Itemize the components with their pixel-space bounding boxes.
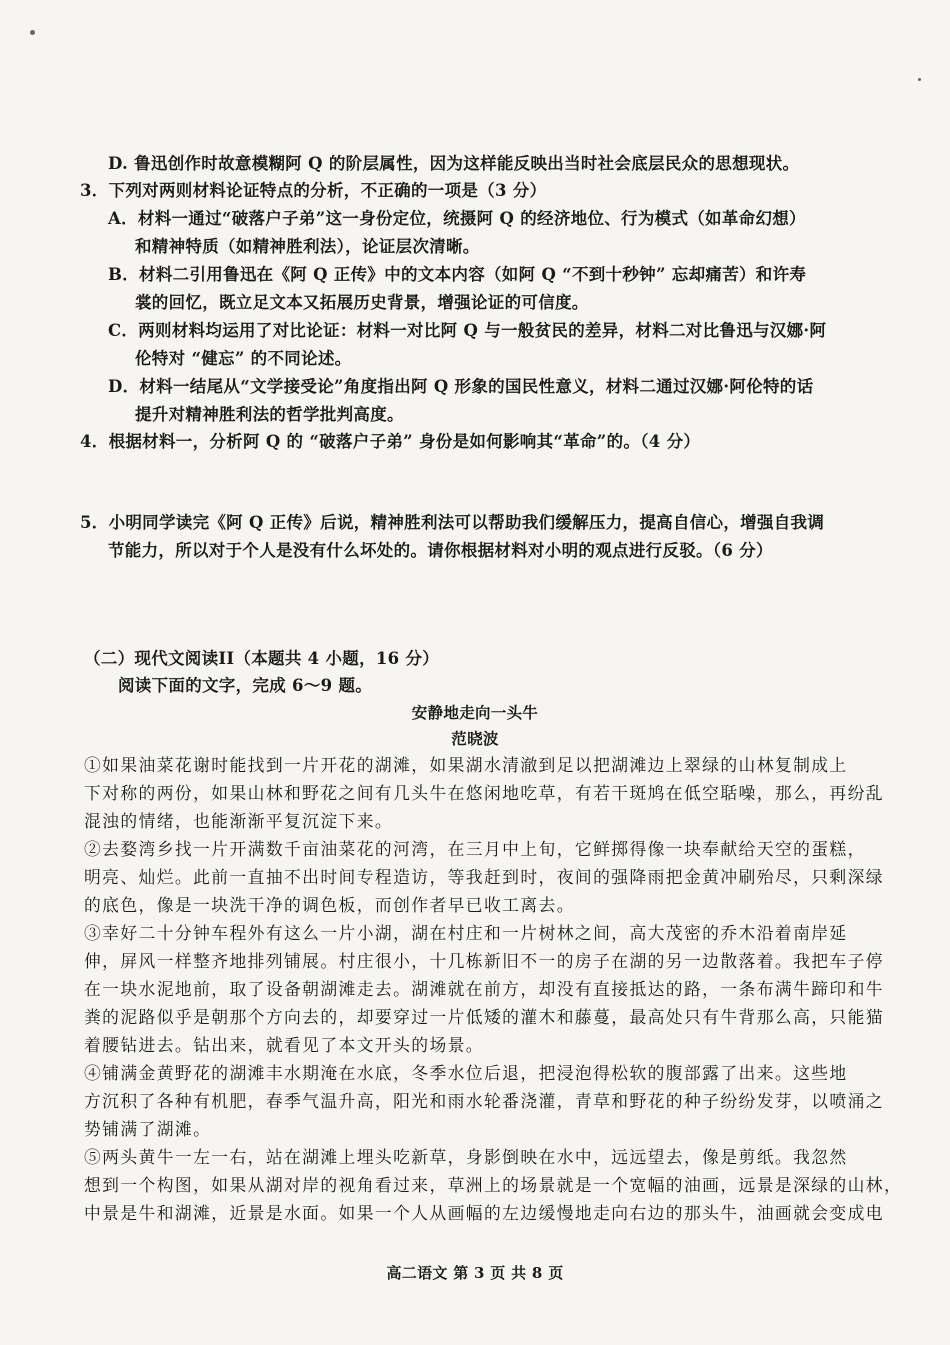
- q2-option-d: D. 鲁迅创作时故意模糊阿 Q 的阶层属性，因为这样能反映出当时社会底层民众的思想现状。: [108, 154, 800, 173]
- q4-stem: 4．根据材料一，分析阿 Q 的 “破落户子弟” 身份是如何影响其“革命”的。（4 分）: [80, 432, 701, 451]
- passage-line: 混浊的情绪，也能渐渐平复沉淀下来。: [84, 811, 394, 831]
- section-heading: （二）现代文阅读II（本题共 4 小题，16 分）: [84, 649, 440, 668]
- passage-line: 下对称的两份，如果山林和野花之间有几头牛在悠闲地吃草，有若干斑鸠在低空聒噪，那么，再纷乱: [84, 783, 884, 803]
- passage-line: ④铺满金黄野花的湖滩丰水期淹在水底，冬季水位后退，把浸泡得松软的腹部露了出来。这些地: [84, 1063, 848, 1083]
- passage-line: ③幸好二十分钟车程外有这么一片小湖，湖在村庄和一片树林之间，高大茂密的乔木沿着南岸延: [84, 923, 848, 943]
- q3-option-a-cont: 和精神特质（如精神胜利法），论证层次清晰。: [135, 237, 480, 256]
- passage-line: 在一块水泥地前，取了设备朝湖滩走去。湖滩就在前方，却没有直接抵达的路，一条布满牛蹄印和牛: [84, 979, 884, 999]
- page-footer: 高二语文 第 3 页 共 8 页: [386, 1264, 564, 1282]
- q3-stem: 3．下列对两则材料论证特点的分析，不正确的一项是（3 分）: [80, 181, 547, 200]
- scan-speck: [30, 30, 35, 35]
- passage-line: 中景是牛和湖滩，近景是水面。如果一个人从画幅的左边缓慢地走向右边的那头牛，油画就会变成电: [84, 1203, 884, 1223]
- passage-line: 伸，屏风一样整齐地排列铺展。村庄很小，十几栋新旧不一的房子在湖的另一边散落着。我把车子停: [84, 951, 884, 971]
- q3-option-b: B．材料二引用鲁迅在《阿 Q 正传》中的文本内容（如阿 Q “不到十秒钟” 忘却痛苦）和许寿: [108, 265, 807, 284]
- passage-line: 势铺满了湖滩。: [84, 1119, 212, 1139]
- scan-speck: [918, 78, 921, 81]
- passage-line: ①如果油菜花谢时能找到一片开花的湖滩，如果湖水清澈到足以把湖滩边上翠绿的山林复制成上: [84, 755, 848, 775]
- passage-line: 方沉积了各种有机肥，春季气温升高，阳光和雨水轮番浇灌，青草和野花的种子纷纷发芽，以喷涌之: [84, 1091, 884, 1111]
- passage-line: 着腰钻进去。钻出来，就看见了本文开头的场景。: [84, 1035, 484, 1055]
- passage-author: 范晓波: [451, 729, 499, 748]
- passage-line: ⑤两头黄牛一左一右，站在湖滩上埋头吃新草，身影倒映在水中，远远望去，像是剪纸。我忽然: [84, 1147, 848, 1167]
- q3-option-d: D．材料一结尾从“文学接受论”角度指出阿 Q 形象的国民性意义，材料二通过汉娜·阿伦特的话: [108, 377, 814, 396]
- passage-line: 想到一个构图，如果从湖对岸的视角看过来，草洲上的场景就是一个宽幅的油画，远景是深绿的山林，: [84, 1175, 903, 1195]
- passage-line: 明亮、灿烂。此前一直抽不出时间专程造访，等我赶到时，夜间的强降雨把金黄冲刷殆尽，只剩深绿: [84, 867, 884, 887]
- passage-line: ②去婺湾乡找一片开满数千亩油菜花的河湾，在三月中上旬，它鲜掷得像一块奉献给天空的蛋糕，: [84, 839, 866, 859]
- q5-stem: 5．小明同学读完《阿 Q 正传》后说，精神胜利法可以帮助我们缓解压力，提高自信心，增强自我调: [80, 513, 825, 532]
- passage-title: 安静地走向一头牛: [411, 703, 539, 722]
- passage-line: 粪的泥路似乎是朝那个方向去的，却要穿过一片低矮的灌木和藤蔓，最高处只有牛背那么高，只能猫: [84, 1007, 884, 1027]
- q3-option-c: C．两则材料均运用了对比论证：材料一对比阿 Q 与一般贫民的差异，材料二对比鲁迅与汉娜·阿: [108, 321, 827, 340]
- section-instruction: 阅读下面的文字，完成 6～9 题。: [118, 676, 373, 695]
- q5-stem-cont: 节能力，所以对于个人是没有什么坏处的。请你根据材料对小明的观点进行反驳。（6 分）: [108, 541, 773, 560]
- q3-option-d-cont: 提升对精神胜利法的哲学批判高度。: [135, 405, 404, 424]
- q3-option-c-cont: 伦特对 “健忘” 的不同论述。: [135, 349, 352, 368]
- passage-line: 的底色，像是一块洗干净的调色板，而创作者早已收工离去。: [84, 895, 575, 915]
- q3-option-b-cont: 裳的回忆，既立足文本又拓展历史背景，增强论证的可信度。: [135, 293, 589, 312]
- q3-option-a: A．材料一通过“破落户子弟”这一身份定位，统摄阿 Q 的经济地位、行为模式（如革命幻想）: [108, 209, 806, 228]
